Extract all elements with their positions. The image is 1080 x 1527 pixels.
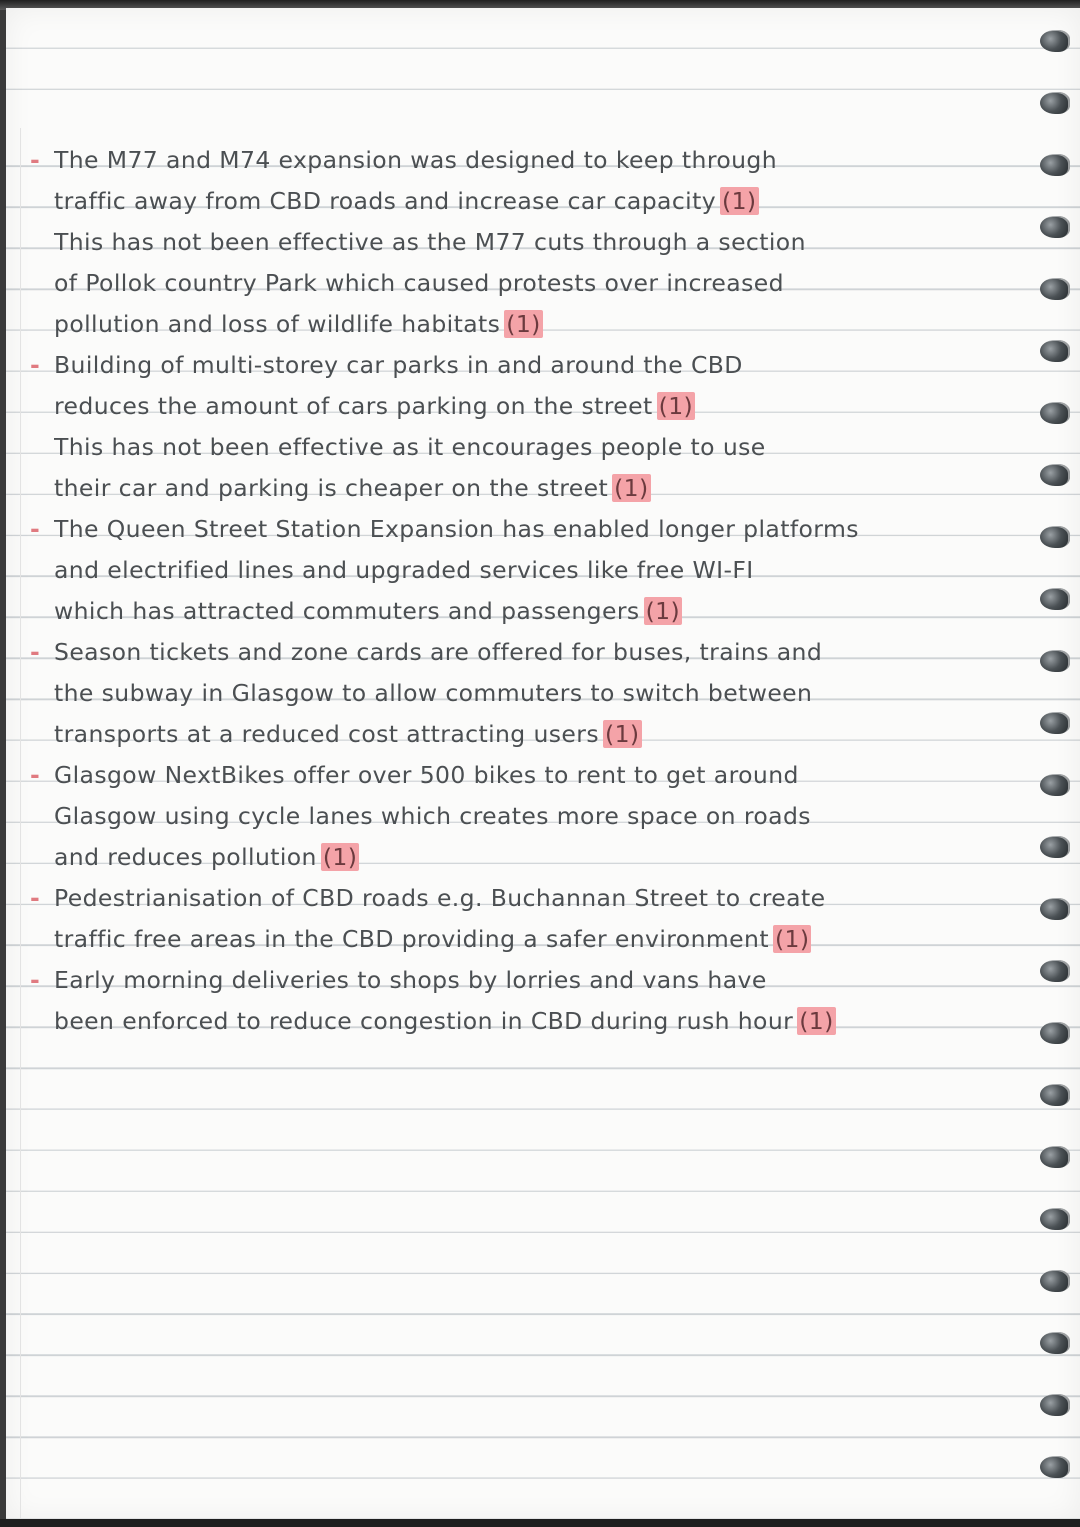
note-line: Glasgow using cycle lanes which creates more space on roads: [54, 802, 811, 830]
mark-highlight: (1): [614, 474, 649, 502]
note-line: pollution and loss of wildlife habitats: [54, 310, 501, 338]
mark-highlight: (1): [645, 597, 681, 625]
spiral-ring-icon: [1040, 1022, 1070, 1044]
note-line: been enforced to reduce congestion in CBD during rush hour: [54, 1007, 794, 1035]
note-line: of Pollok country Park which caused protests over increased: [54, 269, 784, 297]
note-line: Pedestrianisation of CBD roads e.g. Buchannan Street to create: [54, 884, 826, 912]
spiral-ring-icon: [1040, 1456, 1070, 1478]
spiral-ring-icon: [1040, 526, 1070, 548]
notebook-page: [6, 8, 1080, 1520]
spiral-ring-icon: [1040, 1394, 1070, 1416]
mark-highlight: (1): [658, 392, 694, 420]
spiral-ring-icon: [1040, 1270, 1070, 1292]
mark-highlight: (1): [722, 187, 757, 215]
note-line: This has not been effective as it encourages people to use: [54, 433, 766, 461]
spiral-ring-icon: [1040, 836, 1070, 858]
note-line: traffic free areas in the CBD providing a safer environment: [54, 925, 769, 953]
mark-highlight: (1): [322, 843, 358, 871]
spiral-binding: [1024, 30, 1080, 1490]
note-line: Season tickets and zone cards are offered for buses, trains and: [54, 638, 823, 666]
spiral-ring-icon: [1040, 650, 1070, 672]
note-season-tickets: [46, 632, 1046, 755]
spiral-ring-icon: [1040, 278, 1070, 300]
spiral-ring-icon: [1040, 1208, 1070, 1230]
spiral-ring-icon: [1040, 92, 1070, 114]
mark-highlight: (1): [506, 310, 541, 338]
note-line: The M77 and M74 expansion was designed to keep through: [54, 146, 778, 174]
spiral-ring-icon: [1040, 588, 1070, 610]
spiral-ring-icon: [1040, 898, 1070, 920]
note-car-parks: [46, 345, 1046, 509]
spiral-ring-icon: [1040, 960, 1070, 982]
note-nextbikes: [46, 755, 1046, 878]
note-line: Early morning deliveries to shops by lorries and vans have: [54, 966, 767, 994]
spiral-ring-icon: [1040, 464, 1070, 486]
note-line: Glasgow NextBikes offer over 500 bikes to rent to get around: [54, 761, 799, 789]
mark-highlight: (1): [605, 720, 640, 748]
mark-highlight: (1): [774, 925, 810, 953]
spiral-ring-icon: [1040, 1332, 1070, 1354]
note-line: reduces the amount of cars parking on the street: [54, 392, 653, 420]
note-line: The Queen Street Station Expansion has enabled longer platforms: [54, 515, 859, 543]
spiral-ring-icon: [1040, 340, 1070, 362]
note-line: traffic away from CBD roads and increase car capacity: [54, 187, 717, 215]
margin-line: [20, 128, 21, 1518]
note-line: and reduces pollution: [54, 843, 317, 871]
desk-edge-bottom: [0, 1519, 1080, 1527]
spiral-ring-icon: [1040, 1084, 1070, 1106]
spiral-ring-icon: [1040, 30, 1070, 52]
note-line: Building of multi-storey car parks in and around the CBD: [54, 351, 743, 379]
note-line: the subway in Glasgow to allow commuters to switch between: [54, 679, 813, 707]
spiral-ring-icon: [1040, 712, 1070, 734]
handwritten-notes: [46, 140, 1046, 1042]
spiral-ring-icon: [1040, 1146, 1070, 1168]
note-line: their car and parking is cheaper on the street: [54, 474, 609, 502]
note-line: which has attracted commuters and passengers: [54, 597, 640, 625]
note-line: and electrified lines and upgraded services like free WI-FI: [54, 556, 754, 584]
note-line: transports at a reduced cost attracting users: [54, 720, 599, 748]
note-early-deliveries: [46, 960, 1046, 1042]
mark-highlight: (1): [799, 1007, 834, 1035]
spiral-ring-icon: [1040, 216, 1070, 238]
spiral-ring-icon: [1040, 154, 1070, 176]
spiral-ring-icon: [1040, 402, 1070, 424]
note-m77-m74-expansion: [46, 140, 1046, 345]
spiral-ring-icon: [1040, 774, 1070, 796]
note-line: This has not been effective as the M77 cuts through a section: [54, 228, 806, 256]
note-pedestrianisation: [46, 878, 1046, 960]
note-queen-street-station: [46, 509, 1046, 632]
